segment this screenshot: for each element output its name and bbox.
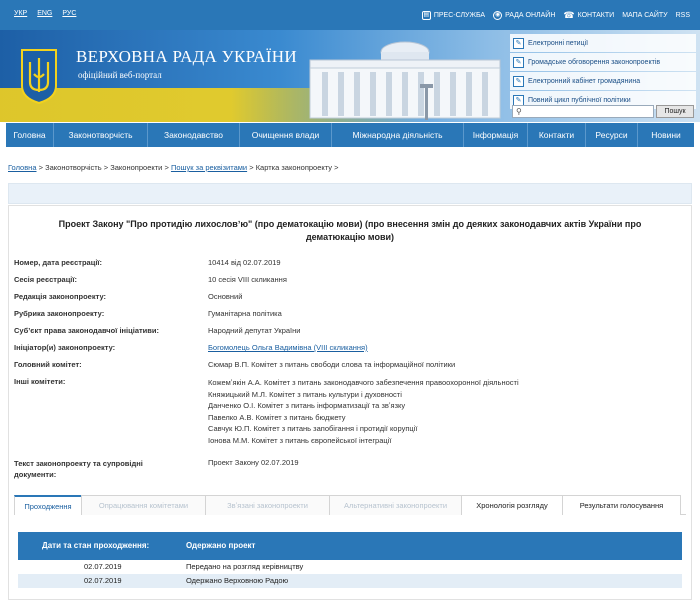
- top-bar: [0, 0, 700, 30]
- site-title[interactable]: ВЕРХОВНА РАДА УКРАЇНИ: [76, 47, 297, 66]
- search-icon: ⚲: [516, 107, 522, 116]
- site-subtitle: офіційний веб-портал: [78, 70, 162, 80]
- nav-item-lawmaking[interactable]: Законотворчість: [54, 123, 148, 147]
- phone-icon: ☎: [563, 10, 575, 20]
- checkbox-pen-icon: ✎: [513, 57, 524, 68]
- language-switcher: [14, 10, 76, 17]
- row-status: Передано на розгляд керівництву: [186, 562, 304, 571]
- header-dates: Дати та стан проходження:: [42, 541, 150, 550]
- breadcrumb-separator: >: [103, 163, 109, 172]
- bill-text-link[interactable]: Проект Закону 02.07.2019: [208, 458, 299, 467]
- contacts-link[interactable]: ☎ КОНТАКТИ: [563, 10, 615, 20]
- rss-link[interactable]: RSS: [675, 12, 690, 19]
- breadcrumb-separator: >: [334, 163, 339, 172]
- committee-item: Павелко А.В. Комітет з питань бюджету: [208, 412, 346, 422]
- table-row: [18, 574, 682, 588]
- field-label: Текст законопроекту та супровідні документи:: [14, 459, 143, 479]
- breadcrumb-separator: >: [164, 163, 169, 172]
- search-input[interactable]: [512, 105, 654, 118]
- breadcrumb: [8, 163, 339, 172]
- info-bar: [8, 183, 692, 204]
- press-service-link[interactable]: ▤ ПРЕС-СЛУЖБА: [423, 12, 486, 19]
- field-label: Сесія реєстрації:: [14, 275, 77, 284]
- main-nav: [6, 123, 694, 147]
- field-value: [208, 377, 688, 446]
- breadcrumb-bills: Законопроекти: [110, 163, 163, 172]
- lang-rus[interactable]: РУС: [62, 10, 77, 17]
- rada-online-link[interactable]: ◉ РАДА ОНЛАЙН: [494, 12, 556, 19]
- committee-item: Данченко О.І. Комітет з питань інформатизації та звʼязку: [208, 401, 406, 410]
- field-value: 10 сесія VIII скликання: [208, 275, 287, 284]
- e-petitions-link[interactable]: ✎ Електронні петиції: [510, 34, 696, 52]
- sitemap-link[interactable]: МАПА САЙТУ: [622, 12, 668, 19]
- table-row: [18, 560, 682, 574]
- side-links: [510, 34, 696, 110]
- nav-item-international[interactable]: Міжнародна діяльність: [332, 123, 464, 147]
- field-label: Редакція законопроекту:: [14, 292, 107, 301]
- nav-item-news[interactable]: Новини: [651, 130, 681, 140]
- field-value: Гуманітарна політика: [208, 309, 282, 318]
- field-label: Рубрика законопроекту:: [14, 309, 105, 318]
- row-status: Одержано Верховною Радою: [186, 576, 289, 585]
- field-label: Головний комітет:: [14, 360, 82, 369]
- public-policy-link[interactable]: ✎ Повний цикл публічної політики: [510, 91, 696, 109]
- breadcrumb-lawmaking: Законотворчість: [45, 163, 102, 172]
- breadcrumb-separator: >: [38, 163, 43, 172]
- bill-tabs: [14, 495, 686, 515]
- nav-item-contacts[interactable]: Контакти: [528, 123, 586, 147]
- checkbox-pen-icon: ✎: [513, 95, 524, 106]
- tab-chronology[interactable]: Хронологія розгляду: [461, 495, 563, 515]
- public-discussion-link[interactable]: ✎ Громадське обговорення законопроектів: [510, 53, 696, 71]
- row-date: 02.07.2019: [84, 576, 122, 585]
- parliament-building-icon: [300, 36, 510, 122]
- tab-committee-processing: Опрацювання комітетами: [81, 495, 206, 515]
- field-label: Інші комітети:: [14, 377, 66, 386]
- nav-item-legislation[interactable]: Законодавство: [148, 123, 240, 147]
- committee-item: Савчук Ю.П. Комітет з питань запобігання і протидії корупції: [208, 424, 418, 433]
- committee-item: Княжицький М.Л. Комітет з питань культури і духовності: [208, 389, 402, 399]
- passage-table: [18, 532, 682, 588]
- committee-item: Іонова М.М. Комітет з питань європейської інтеграції: [208, 435, 392, 445]
- broadcast-icon: ◉: [494, 12, 501, 18]
- nav-item-lustration[interactable]: Очищення влади: [240, 123, 332, 147]
- search-button[interactable]: Пошук: [656, 105, 694, 118]
- lang-eng[interactable]: ENG: [37, 10, 53, 17]
- initiator-link[interactable]: Богомолець Ольга Вадимівна (VIII скликання): [208, 343, 368, 352]
- committee-item: Кожемʼякін А.А. Комітет з питань законодавчого забезпечення правоохоронної діяльності: [208, 378, 519, 387]
- nav-item-home[interactable]: Головна: [6, 123, 54, 147]
- bill-title: Проект Закону "Про протидію лихословʼю" (про дематокацію мови) (про внесення змін до деяких законодавчих актів України про дематюкацію мови): [58, 219, 642, 242]
- citizen-cabinet-link[interactable]: ✎ Електронний кабінет громадянина: [510, 72, 696, 90]
- press-icon: ▤: [423, 12, 430, 18]
- header-received: Одержано проект: [186, 541, 256, 550]
- tab-alternative-bills: Альтернативні законопроекти: [329, 495, 462, 515]
- trident-emblem-icon[interactable]: [18, 48, 60, 104]
- field-value: [208, 343, 688, 352]
- breadcrumb-search[interactable]: Пошук за реквізитами: [170, 163, 248, 172]
- breadcrumb-separator: >: [249, 163, 254, 172]
- row-date: 02.07.2019: [84, 562, 122, 571]
- field-label: Субʼєкт права законодавчої ініціативи:: [14, 326, 160, 335]
- tab-voting-results[interactable]: Результати голосування: [562, 495, 681, 515]
- tab-related-bills: Звʼязані законопроекти: [205, 495, 330, 515]
- breadcrumb-bill-card: Картка законопроекту: [255, 163, 333, 172]
- field-label: Номер, дата реєстрації:: [14, 258, 103, 267]
- lang-ukr[interactable]: УКР: [14, 10, 28, 17]
- checkbox-pen-icon: ✎: [513, 76, 524, 87]
- tab-passage[interactable]: Проходження: [14, 495, 82, 515]
- field-value: Народний депутат України: [208, 326, 301, 335]
- nav-item-information[interactable]: Інформація: [464, 123, 528, 147]
- checkbox-pen-icon: ✎: [513, 38, 524, 49]
- nav-item-resources[interactable]: Ресурси: [586, 123, 638, 147]
- header-banner: [0, 30, 700, 122]
- table-header: [18, 532, 682, 560]
- field-value: Сюмар В.П. Комітет з питань свободи слова та інформаційної політики: [208, 360, 456, 369]
- field-value: 10414 від 02.07.2019: [208, 258, 281, 267]
- top-links: [422, 10, 690, 21]
- field-value: Основний: [208, 292, 243, 301]
- field-label: Ініціатор(и) законопроекту:: [14, 343, 116, 352]
- breadcrumb-home[interactable]: Головна: [8, 163, 37, 172]
